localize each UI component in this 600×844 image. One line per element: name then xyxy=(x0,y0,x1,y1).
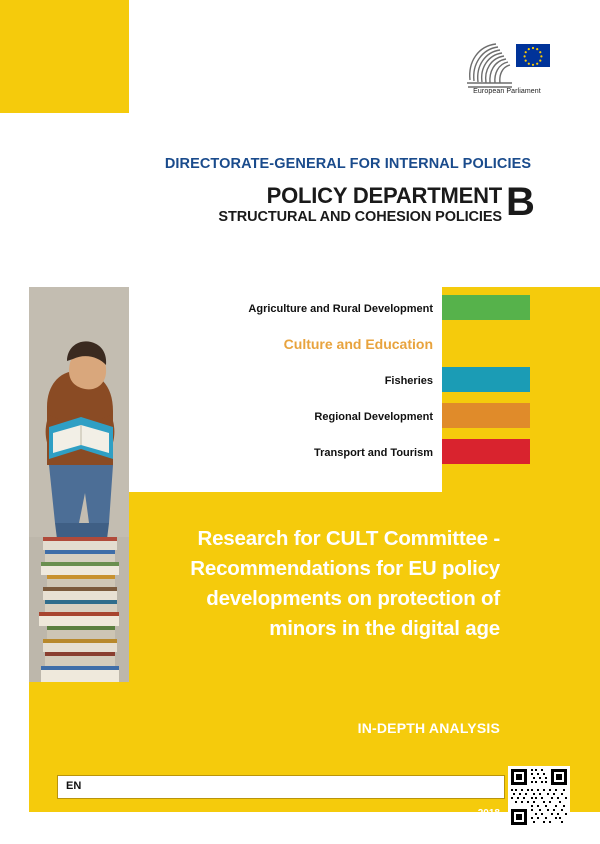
publication-year: 2018 xyxy=(477,808,500,819)
committee-label: Agriculture and Rural Development xyxy=(248,303,433,315)
left-white-strip xyxy=(0,287,29,844)
committee-row[interactable] xyxy=(129,295,529,326)
qr-code xyxy=(508,766,570,828)
logo-caption: European Parliament xyxy=(473,88,541,95)
committee-label: Regional Development xyxy=(314,411,433,423)
cover-photograph xyxy=(29,287,129,682)
document-title: Research for CULT Committee - Recommendations for EU policy developments on protection of minors in the digital age xyxy=(190,527,500,640)
committee-label-active: Culture and Education xyxy=(283,336,433,352)
committee-list xyxy=(129,295,529,475)
document-kind: IN-DEPTH ANALYSIS xyxy=(357,720,500,736)
directorate-general-line: DIRECTORATE-GENERAL FOR INTERNAL POLICIES xyxy=(164,156,532,172)
language-box xyxy=(57,775,505,799)
committee-row[interactable] xyxy=(129,403,529,434)
top-left-yellow-block xyxy=(0,0,129,113)
committee-label: Fisheries xyxy=(384,375,433,387)
committee-color-bar xyxy=(442,331,530,356)
department-letter: B xyxy=(506,180,535,224)
committee-label: Transport and Tourism xyxy=(314,447,433,459)
committee-color-bar xyxy=(442,295,530,320)
committee-color-bar xyxy=(442,403,530,428)
policy-department-subtitle: STRUCTURAL AND COHESION POLICIES xyxy=(218,209,502,225)
committee-row[interactable] xyxy=(129,367,529,398)
policy-department-title: POLICY DEPARTMENT xyxy=(266,183,502,208)
committee-row[interactable] xyxy=(129,331,529,362)
committee-row[interactable] xyxy=(129,439,529,470)
committee-color-bar xyxy=(442,439,530,464)
language-code: EN xyxy=(66,780,82,792)
committee-color-bar xyxy=(442,367,530,392)
